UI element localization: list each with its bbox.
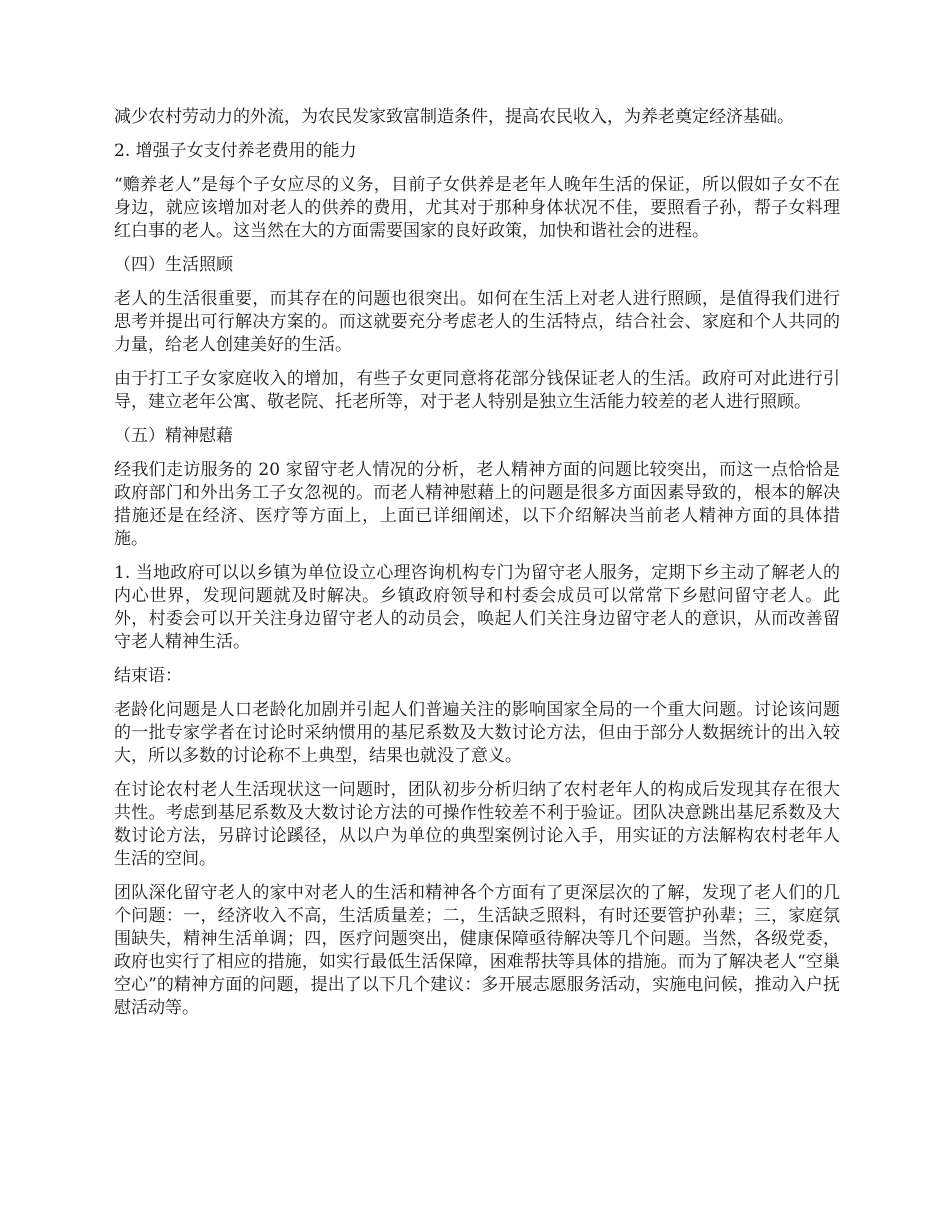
paragraph-life-care-intro: 老人的生活很重要，而其存在的问题也很突出。如何在生活上对老人进行照顾，是值得我们进行思考并提出可行解决方案的。而这就要充分考虑老人的生活特点，结合社会、家庭和个人共同的力量，给老人创建美好的生活。 [114,289,840,355]
heading-children-support: 2. 增强子女支付养老费用的能力 [114,141,357,161]
document-page [114,106,840,1031]
paragraph-survey-analysis: 经我们走访服务的 20 家留守老人情况的分析，老人精神方面的问题比较突出，而这一点恰恰是政府部门和外出务工子女忽视的。而老人精神慰藉上的问题是很多方面因素导致的，根本的解决措施还是在经济、医疗等方面上，上面已详细阐述，以下介绍解决当前老人精神方面的具体措施。 [114,460,840,549]
heading-conclusion: 结束语： [114,666,182,686]
paragraph-counseling-measure: 1. 当地政府可以以乡镇为单位设立心理咨询机构专门为留守老人服务，定期下乡主动了解老人的内心世界，发现问题就及时解决。乡镇政府领导和村委会成员可以常常下乡慰问留守老人。此外，村委会可以开关注身边留守老人的动员会，唤起人们关注身边留守老人的意识，从而改善留守老人精神生活。 [114,563,840,652]
paragraph-findings: 团队深化留守老人的家中对老人的生活和精神各个方面有了更深层次的了解，发现了老人们的几个问题：一，经济收入不高，生活质量差；二，生活缺乏照料，有时还要管护孙辈；三，家庭氛围缺失，精神生活单调；四，医疗问题突出，健康保障亟待解决等几个问题。当然，各级党委，政府也实行了相应的措施，如实行最低生活保障，困难帮扶等具体的措施。而为了解决老人“空巢空心”的精神方面的问题，提出了以下几个建议：多开展志愿服务活动，实施电问候，推动入户抚慰活动等。 [114,883,840,1018]
paragraph-research-method: 在讨论农村老人生活现状这一问题时，团队初步分析归纳了农村老年人的构成后发现其存在很大共性。考虑到基尼系数及大数讨论方法的可操作性较差不利于验证。团队决意跳出基尼系数及大数讨论方法，另辟讨论蹊径，从以户为单位的典型案例讨论入手，用实证的方法解构农村老年人生活的空间。 [114,780,840,869]
heading-spiritual-comfort: （五）精神慰藉 [114,426,233,446]
heading-life-care: （四）生活照顾 [114,255,233,275]
paragraph-elderly-facilities: 由于打工子女家庭收入的增加，有些子女更同意将花部分钱保证老人的生活。政府可对此进行引导，建立老年公寓、敬老院、托老所等，对于老人特别是独立生活能力较差的老人进行照顾。 [114,369,840,412]
paragraph-filial-duty: “赡养老人”是每个子女应尽的义务，目前子女供养是老年人晚年生活的保证，所以假如子女不在身边，就应该增加对老人的供养的费用，尤其对于那种身体状况不佳，要照看子孙，帮子女料理红白事的老人。这当然在大的方面需要国家的良好政策，加快和谐社会的进程。 [114,175,840,241]
paragraph-economic-basis: 减少农村劳动力的外流，为农民发家致富制造条件，提高农民收入，为养老奠定经济基础。 [114,107,794,127]
paragraph-aging-problem: 老龄化问题是人口老龄化加剧并引起人们普遍关注的影响国家全局的一个重大问题。讨论该问题的一批专家学者在讨论时采纳惯用的基尼系数及大数讨论方法，但由于部分人数据统计的出入较大，所以多数的讨论称不上典型，结果也就没了意义。 [114,700,840,766]
